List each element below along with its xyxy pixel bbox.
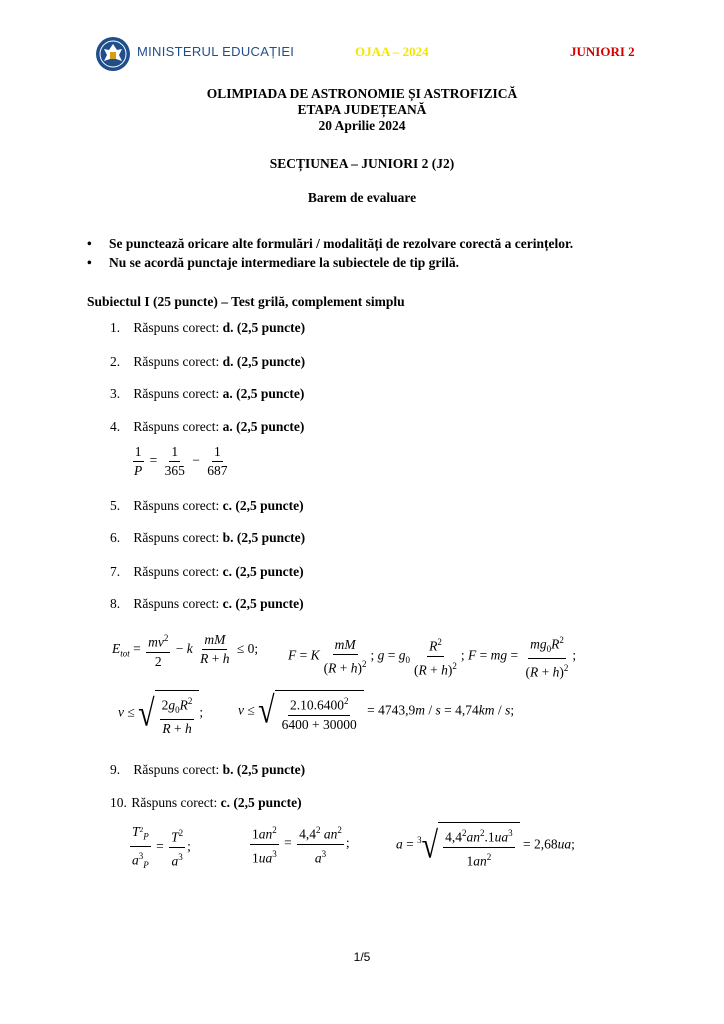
formula-q8-force: F = K $\frac{mM}{(R + h)^2}$ ; $g = g_0$ $\frac{R^2}{(R + h)^2}$ ; F = mg = $\frac{mg_0R^2}{(R + h)^2}$ ; [288,632,576,681]
header-olympiad-code: OJAA – 2024 [355,44,429,59]
title-date: 20 Aprilie 2024 [318,118,406,133]
answer-item: 9. Răspuns corect: b. (2,5 puncte) [110,762,306,777]
answer-item: 3. Răspuns corect: a. (2,5 puncte) [110,386,305,401]
formula-q10-result: a = $^3$ √ $\frac{4,4^2an^2.1ua^3}{1an^2}$ = 2,68ua; [396,822,575,869]
formula-q10-kepler: $\frac{T^2_P}{a^3_P}$ = $\frac{T^2}{a^3}$ ; [132,824,191,870]
ministry-name: MINISTERUL EDUCAȚIEI [137,44,295,59]
answer-item: 8. Răspuns corect: c. (2,5 puncte) [110,596,304,611]
section-title: SECȚIUNEA – JUNIORI 2 (J2) [269,156,455,171]
answer-item: 7. Răspuns corect: c. (2,5 puncte) [110,564,304,579]
barem-title: Barem de evaluare [307,190,417,205]
header-category: JUNIORI 2 [570,44,635,59]
formula-q8-velocity: v ≤ √ $\frac{2g_0R^2}{R + h}$ ; [118,690,203,737]
answer-item: 1. Răspuns corect: d. (2,5 puncte) [110,320,306,335]
answer-item: 5. Răspuns corect: c. (2,5 puncte) [110,498,304,513]
answer-item: 2. Răspuns corect: d. (2,5 puncte) [110,354,306,369]
formula-q8-velocity-numeric: v ≤ √ $\frac{2.10.6400^2}{6400 + 30000}$ = 4743,9m / s = 4,74km / s; [238,690,515,732]
answer-item: 6. Răspuns corect: b. (2,5 puncte) [110,530,306,545]
answer-item: 4. Răspuns corect: a. (2,5 puncte) [110,419,305,434]
bullet-item: • Nu se acordă punctaje intermediare la subiectele de tip grilă. [87,255,459,270]
formula-q4: $\frac{1}{P}$ = $\frac{1}{365}$ − $\frac{1}{687}$ [134,444,228,478]
title-stage: ETAPA JUDEȚEANĂ [297,102,427,117]
bullet-item: • Se punctează oricare alte formulări / modalități de rezolvare corectă a cerințelor. [87,236,574,251]
subject-heading: Subiectul I (25 puncte) – Test grilă, complement simplu [87,294,405,309]
formula-q8-energy: $E_{tot}$ = $\frac{mv^2}{2}$ − k $\frac{mM}{R + h}$ ≤ 0; [112,630,258,670]
ministry-logo [95,35,131,73]
page-number: 1/5 [353,950,371,964]
formula-q10-substitution: $\frac{1an^2}{1ua^3}$ = $\frac{4,4^2 an^2}{a^3}$ ; [248,822,350,866]
answer-item: 10. Răspuns corect: c. (2,5 puncte) [110,795,302,810]
title-olympiad: OLIMPIADA DE ASTRONOMIE ȘI ASTROFIZICĂ [206,86,518,101]
bullet-list [87,234,573,272]
